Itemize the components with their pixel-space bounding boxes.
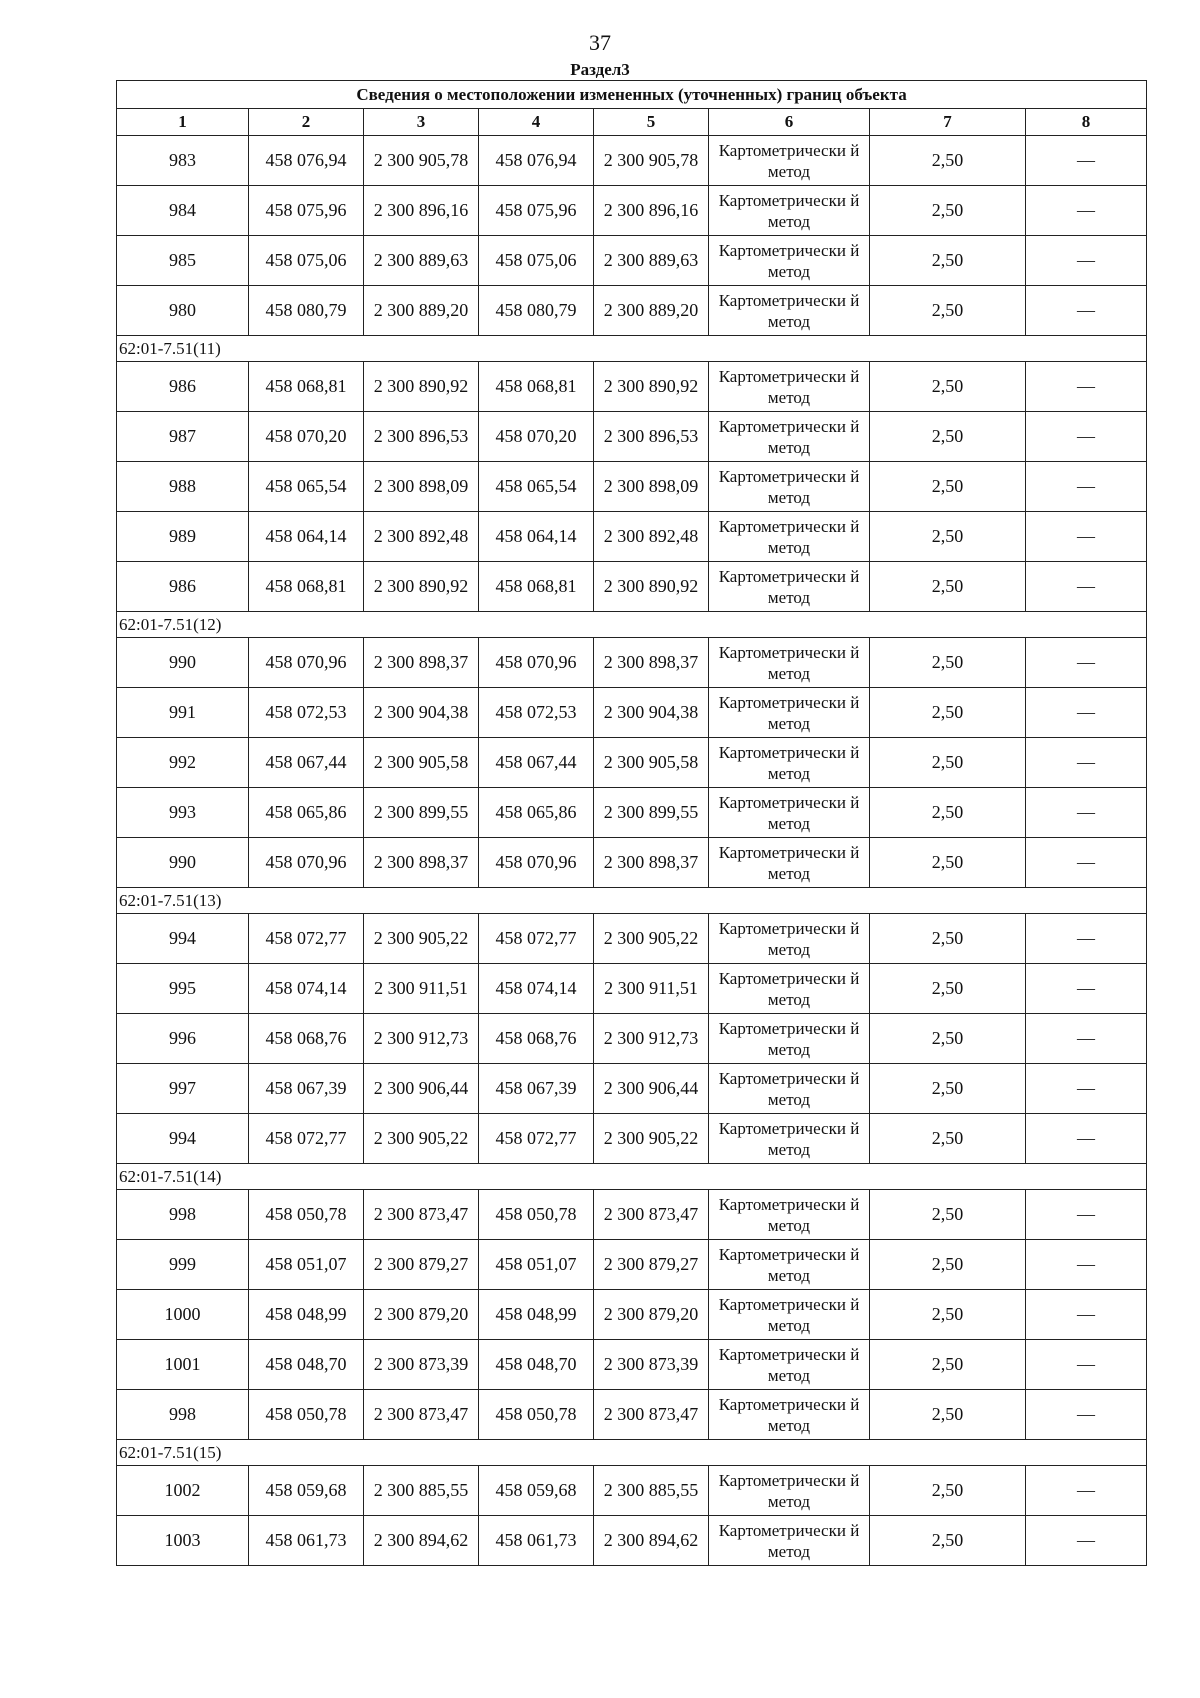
cell-accuracy: 2,50 xyxy=(870,638,1026,688)
cell-point-number: 998 xyxy=(117,1190,249,1240)
cell-y-refined: 2 300 898,37 xyxy=(594,838,709,888)
cell-method: Картометрически й метод xyxy=(709,512,870,562)
table-row xyxy=(117,1064,1147,1114)
cell-x-existing: 458 075,96 xyxy=(249,186,364,236)
cell-y-existing: 2 300 898,37 xyxy=(364,838,479,888)
cell-point-number: 995 xyxy=(117,964,249,1014)
cell-point-number: 985 xyxy=(117,236,249,286)
cell-accuracy: 2,50 xyxy=(870,1290,1026,1340)
column-header-3: 3 xyxy=(364,109,479,136)
cell-y-refined: 2 300 879,20 xyxy=(594,1290,709,1340)
table-row xyxy=(117,512,1147,562)
cell-y-refined: 2 300 873,47 xyxy=(594,1390,709,1440)
cell-method: Картометрически й метод xyxy=(709,1114,870,1164)
cell-y-existing: 2 300 890,92 xyxy=(364,362,479,412)
cell-y-existing: 2 300 892,48 xyxy=(364,512,479,562)
table-row xyxy=(117,412,1147,462)
cell-x-refined: 458 068,81 xyxy=(479,562,594,612)
cell-accuracy: 2,50 xyxy=(870,362,1026,412)
cell-y-existing: 2 300 906,44 xyxy=(364,1064,479,1114)
table-body xyxy=(117,136,1147,1566)
cell-y-refined: 2 300 890,92 xyxy=(594,562,709,612)
cell-accuracy: 2,50 xyxy=(870,788,1026,838)
cell-x-refined: 458 070,96 xyxy=(479,638,594,688)
cell-point-number: 991 xyxy=(117,688,249,738)
cell-method: Картометрически й метод xyxy=(709,186,870,236)
cell-y-existing: 2 300 896,16 xyxy=(364,186,479,236)
cell-x-refined: 458 068,81 xyxy=(479,362,594,412)
cell-description: — xyxy=(1026,562,1147,612)
table-row xyxy=(117,1390,1147,1440)
cell-method: Картометрически й метод xyxy=(709,1466,870,1516)
cell-y-refined: 2 300 889,63 xyxy=(594,236,709,286)
cell-point-number: 990 xyxy=(117,838,249,888)
cell-accuracy: 2,50 xyxy=(870,914,1026,964)
table-row xyxy=(117,638,1147,688)
cell-y-refined: 2 300 906,44 xyxy=(594,1064,709,1114)
cell-y-existing: 2 300 904,38 xyxy=(364,688,479,738)
column-header-6: 6 xyxy=(709,109,870,136)
cell-description: — xyxy=(1026,1390,1147,1440)
cell-point-number: 994 xyxy=(117,1114,249,1164)
table-head xyxy=(117,81,1147,136)
cell-x-refined: 458 076,94 xyxy=(479,136,594,186)
cell-y-existing: 2 300 873,39 xyxy=(364,1340,479,1390)
cell-description: — xyxy=(1026,788,1147,838)
cell-x-refined: 458 080,79 xyxy=(479,286,594,336)
cell-method: Картометрически й метод xyxy=(709,236,870,286)
cell-accuracy: 2,50 xyxy=(870,462,1026,512)
cell-point-number: 1003 xyxy=(117,1516,249,1566)
cell-y-existing: 2 300 912,73 xyxy=(364,1014,479,1064)
cell-method: Картометрически й метод xyxy=(709,1516,870,1566)
table-row xyxy=(117,1290,1147,1340)
cell-x-refined: 458 059,68 xyxy=(479,1466,594,1516)
boundary-coordinates-table xyxy=(116,80,1147,1566)
cell-y-refined: 2 300 873,39 xyxy=(594,1340,709,1390)
cell-y-refined: 2 300 898,09 xyxy=(594,462,709,512)
cell-description: — xyxy=(1026,236,1147,286)
cell-point-number: 989 xyxy=(117,512,249,562)
cell-point-number: 992 xyxy=(117,738,249,788)
cell-description: — xyxy=(1026,688,1147,738)
cell-method: Картометрически й метод xyxy=(709,1014,870,1064)
cell-description: — xyxy=(1026,286,1147,336)
cell-method: Картометрически й метод xyxy=(709,412,870,462)
cell-y-refined: 2 300 905,58 xyxy=(594,738,709,788)
cell-y-refined: 2 300 904,38 xyxy=(594,688,709,738)
table-row xyxy=(117,1114,1147,1164)
group-label: 62:01-7.51(11) xyxy=(117,336,1147,362)
group-header-row xyxy=(117,1440,1147,1466)
cell-y-refined: 2 300 873,47 xyxy=(594,1190,709,1240)
cell-x-refined: 458 067,44 xyxy=(479,738,594,788)
cell-method: Картометрически й метод xyxy=(709,1290,870,1340)
cell-method: Картометрически й метод xyxy=(709,362,870,412)
cell-method: Картометрически й метод xyxy=(709,1190,870,1240)
cell-y-refined: 2 300 905,78 xyxy=(594,136,709,186)
group-header-row xyxy=(117,612,1147,638)
cell-point-number: 986 xyxy=(117,562,249,612)
cell-x-refined: 458 048,70 xyxy=(479,1340,594,1390)
group-header-row xyxy=(117,1164,1147,1190)
cell-point-number: 997 xyxy=(117,1064,249,1114)
cell-x-refined: 458 072,77 xyxy=(479,1114,594,1164)
cell-description: — xyxy=(1026,1290,1147,1340)
cell-point-number: 994 xyxy=(117,914,249,964)
table-row xyxy=(117,562,1147,612)
cell-description: — xyxy=(1026,1240,1147,1290)
cell-point-number: 1002 xyxy=(117,1466,249,1516)
cell-description: — xyxy=(1026,462,1147,512)
cell-point-number: 999 xyxy=(117,1240,249,1290)
cell-y-existing: 2 300 905,22 xyxy=(364,914,479,964)
cell-x-existing: 458 067,39 xyxy=(249,1064,364,1114)
cell-accuracy: 2,50 xyxy=(870,1340,1026,1390)
cell-y-refined: 2 300 905,22 xyxy=(594,1114,709,1164)
cell-y-refined: 2 300 905,22 xyxy=(594,914,709,964)
cell-accuracy: 2,50 xyxy=(870,838,1026,888)
cell-x-refined: 458 065,54 xyxy=(479,462,594,512)
table-row xyxy=(117,136,1147,186)
cell-method: Картометрически й метод xyxy=(709,638,870,688)
cell-x-existing: 458 074,14 xyxy=(249,964,364,1014)
cell-accuracy: 2,50 xyxy=(870,136,1026,186)
cell-x-refined: 458 051,07 xyxy=(479,1240,594,1290)
cell-y-refined: 2 300 911,51 xyxy=(594,964,709,1014)
table-row xyxy=(117,788,1147,838)
cell-x-existing: 458 050,78 xyxy=(249,1390,364,1440)
cell-accuracy: 2,50 xyxy=(870,1240,1026,1290)
cell-x-existing: 458 072,53 xyxy=(249,688,364,738)
cell-description: — xyxy=(1026,1064,1147,1114)
cell-description: — xyxy=(1026,1190,1147,1240)
cell-x-existing: 458 070,20 xyxy=(249,412,364,462)
cell-description: — xyxy=(1026,1014,1147,1064)
table-row xyxy=(117,1190,1147,1240)
cell-y-existing: 2 300 898,09 xyxy=(364,462,479,512)
column-header-4: 4 xyxy=(479,109,594,136)
cell-y-existing: 2 300 905,58 xyxy=(364,738,479,788)
cell-description: — xyxy=(1026,1340,1147,1390)
column-header-8: 8 xyxy=(1026,109,1147,136)
section-label: Раздел3 xyxy=(570,60,630,79)
table-row xyxy=(117,362,1147,412)
cell-accuracy: 2,50 xyxy=(870,562,1026,612)
cell-y-existing: 2 300 905,78 xyxy=(364,136,479,186)
column-header-1: 1 xyxy=(117,109,249,136)
cell-y-existing: 2 300 879,20 xyxy=(364,1290,479,1340)
cell-point-number: 986 xyxy=(117,362,249,412)
cell-accuracy: 2,50 xyxy=(870,1466,1026,1516)
cell-accuracy: 2,50 xyxy=(870,286,1026,336)
cell-y-existing: 2 300 889,20 xyxy=(364,286,479,336)
table-row xyxy=(117,688,1147,738)
column-header-2: 2 xyxy=(249,109,364,136)
cell-point-number: 998 xyxy=(117,1390,249,1440)
cell-point-number: 993 xyxy=(117,788,249,838)
cell-accuracy: 2,50 xyxy=(870,1064,1026,1114)
cell-y-refined: 2 300 912,73 xyxy=(594,1014,709,1064)
cell-method: Картометрически й метод xyxy=(709,1390,870,1440)
cell-x-existing: 458 051,07 xyxy=(249,1240,364,1290)
cell-x-existing: 458 068,76 xyxy=(249,1014,364,1064)
cell-x-existing: 458 048,99 xyxy=(249,1290,364,1340)
cell-accuracy: 2,50 xyxy=(870,738,1026,788)
table-row xyxy=(117,186,1147,236)
cell-description: — xyxy=(1026,1516,1147,1566)
cell-point-number: 980 xyxy=(117,286,249,336)
cell-x-refined: 458 072,53 xyxy=(479,688,594,738)
cell-y-existing: 2 300 896,53 xyxy=(364,412,479,462)
cell-accuracy: 2,50 xyxy=(870,186,1026,236)
cell-x-existing: 458 061,73 xyxy=(249,1516,364,1566)
cell-x-refined: 458 061,73 xyxy=(479,1516,594,1566)
cell-accuracy: 2,50 xyxy=(870,236,1026,286)
cell-x-refined: 458 050,78 xyxy=(479,1390,594,1440)
cell-x-existing: 458 064,14 xyxy=(249,512,364,562)
table-row xyxy=(117,1466,1147,1516)
table-row xyxy=(117,1240,1147,1290)
cell-x-existing: 458 068,81 xyxy=(249,562,364,612)
column-header-5: 5 xyxy=(594,109,709,136)
cell-y-existing: 2 300 873,47 xyxy=(364,1190,479,1240)
cell-x-existing: 458 076,94 xyxy=(249,136,364,186)
cell-x-existing: 458 070,96 xyxy=(249,638,364,688)
cell-x-refined: 458 064,14 xyxy=(479,512,594,562)
cell-x-refined: 458 065,86 xyxy=(479,788,594,838)
cell-y-refined: 2 300 879,27 xyxy=(594,1240,709,1290)
cell-accuracy: 2,50 xyxy=(870,412,1026,462)
cell-x-refined: 458 072,77 xyxy=(479,914,594,964)
cell-point-number: 990 xyxy=(117,638,249,688)
group-label: 62:01-7.51(15) xyxy=(117,1440,1147,1466)
cell-method: Картометрически й метод xyxy=(709,914,870,964)
cell-description: — xyxy=(1026,1114,1147,1164)
group-label: 62:01-7.51(12) xyxy=(117,612,1147,638)
cell-x-existing: 458 065,86 xyxy=(249,788,364,838)
cell-method: Картометрически й метод xyxy=(709,688,870,738)
cell-x-refined: 458 048,99 xyxy=(479,1290,594,1340)
column-header-7: 7 xyxy=(870,109,1026,136)
cell-description: — xyxy=(1026,1466,1147,1516)
cell-point-number: 996 xyxy=(117,1014,249,1064)
cell-x-existing: 458 070,96 xyxy=(249,838,364,888)
page-number: 37 xyxy=(589,30,611,55)
cell-method: Картометрически й метод xyxy=(709,136,870,186)
cell-description: — xyxy=(1026,914,1147,964)
cell-accuracy: 2,50 xyxy=(870,1014,1026,1064)
cell-accuracy: 2,50 xyxy=(870,1190,1026,1240)
cell-x-refined: 458 068,76 xyxy=(479,1014,594,1064)
cell-x-refined: 458 075,96 xyxy=(479,186,594,236)
cell-y-refined: 2 300 892,48 xyxy=(594,512,709,562)
table-row xyxy=(117,1340,1147,1390)
cell-x-existing: 458 048,70 xyxy=(249,1340,364,1390)
cell-method: Картометрически й метод xyxy=(709,286,870,336)
cell-description: — xyxy=(1026,362,1147,412)
cell-x-refined: 458 074,14 xyxy=(479,964,594,1014)
table-row xyxy=(117,462,1147,512)
cell-method: Картометрически й метод xyxy=(709,1240,870,1290)
cell-method: Картометрически й метод xyxy=(709,964,870,1014)
cell-method: Картометрически й метод xyxy=(709,562,870,612)
table-row xyxy=(117,838,1147,888)
cell-x-refined: 458 075,06 xyxy=(479,236,594,286)
table-caption: Сведения о местоположении измененных (уточненных) границ объекта xyxy=(117,81,1147,109)
cell-x-existing: 458 075,06 xyxy=(249,236,364,286)
table-row xyxy=(117,964,1147,1014)
cell-description: — xyxy=(1026,638,1147,688)
cell-accuracy: 2,50 xyxy=(870,1516,1026,1566)
cell-method: Картометрически й метод xyxy=(709,838,870,888)
cell-point-number: 987 xyxy=(117,412,249,462)
cell-y-refined: 2 300 890,92 xyxy=(594,362,709,412)
cell-y-existing: 2 300 873,47 xyxy=(364,1390,479,1440)
boundary-table-container xyxy=(116,80,1146,1566)
table-row xyxy=(117,1516,1147,1566)
cell-y-refined: 2 300 894,62 xyxy=(594,1516,709,1566)
cell-description: — xyxy=(1026,136,1147,186)
cell-x-existing: 458 065,54 xyxy=(249,462,364,512)
table-row xyxy=(117,1014,1147,1064)
cell-point-number: 983 xyxy=(117,136,249,186)
cell-y-refined: 2 300 898,37 xyxy=(594,638,709,688)
table-row xyxy=(117,236,1147,286)
cell-description: — xyxy=(1026,186,1147,236)
cell-description: — xyxy=(1026,412,1147,462)
cell-method: Картометрически й метод xyxy=(709,462,870,512)
cell-method: Картометрически й метод xyxy=(709,788,870,838)
table-row xyxy=(117,738,1147,788)
cell-method: Картометрически й метод xyxy=(709,1064,870,1114)
cell-y-existing: 2 300 905,22 xyxy=(364,1114,479,1164)
cell-accuracy: 2,50 xyxy=(870,964,1026,1014)
cell-y-existing: 2 300 879,27 xyxy=(364,1240,479,1290)
cell-y-existing: 2 300 894,62 xyxy=(364,1516,479,1566)
cell-accuracy: 2,50 xyxy=(870,1114,1026,1164)
cell-y-refined: 2 300 896,16 xyxy=(594,186,709,236)
cell-y-existing: 2 300 911,51 xyxy=(364,964,479,1014)
cell-x-existing: 458 059,68 xyxy=(249,1466,364,1516)
cell-y-refined: 2 300 896,53 xyxy=(594,412,709,462)
cell-x-existing: 458 050,78 xyxy=(249,1190,364,1240)
group-label: 62:01-7.51(14) xyxy=(117,1164,1147,1190)
cell-point-number: 1000 xyxy=(117,1290,249,1340)
table-caption-row xyxy=(117,81,1147,109)
cell-y-existing: 2 300 890,92 xyxy=(364,562,479,612)
cell-point-number: 988 xyxy=(117,462,249,512)
cell-description: — xyxy=(1026,738,1147,788)
cell-y-refined: 2 300 899,55 xyxy=(594,788,709,838)
cell-y-existing: 2 300 885,55 xyxy=(364,1466,479,1516)
cell-method: Картометрически й метод xyxy=(709,738,870,788)
cell-point-number: 984 xyxy=(117,186,249,236)
cell-description: — xyxy=(1026,838,1147,888)
cell-x-refined: 458 070,20 xyxy=(479,412,594,462)
column-number-row xyxy=(117,109,1147,136)
table-row xyxy=(117,286,1147,336)
cell-method: Картометрически й метод xyxy=(709,1340,870,1390)
cell-x-refined: 458 050,78 xyxy=(479,1190,594,1240)
cell-x-existing: 458 072,77 xyxy=(249,914,364,964)
cell-x-existing: 458 068,81 xyxy=(249,362,364,412)
group-header-row xyxy=(117,888,1147,914)
group-label: 62:01-7.51(13) xyxy=(117,888,1147,914)
cell-y-refined: 2 300 889,20 xyxy=(594,286,709,336)
cell-y-refined: 2 300 885,55 xyxy=(594,1466,709,1516)
cell-x-existing: 458 072,77 xyxy=(249,1114,364,1164)
cell-x-existing: 458 067,44 xyxy=(249,738,364,788)
cell-x-refined: 458 070,96 xyxy=(479,838,594,888)
cell-y-existing: 2 300 899,55 xyxy=(364,788,479,838)
cell-x-existing: 458 080,79 xyxy=(249,286,364,336)
cell-accuracy: 2,50 xyxy=(870,1390,1026,1440)
cell-x-refined: 458 067,39 xyxy=(479,1064,594,1114)
cell-accuracy: 2,50 xyxy=(870,688,1026,738)
cell-accuracy: 2,50 xyxy=(870,512,1026,562)
table-row xyxy=(117,914,1147,964)
cell-y-existing: 2 300 889,63 xyxy=(364,236,479,286)
group-header-row xyxy=(117,336,1147,362)
cell-description: — xyxy=(1026,964,1147,1014)
cell-point-number: 1001 xyxy=(117,1340,249,1390)
cell-description: — xyxy=(1026,512,1147,562)
cell-y-existing: 2 300 898,37 xyxy=(364,638,479,688)
